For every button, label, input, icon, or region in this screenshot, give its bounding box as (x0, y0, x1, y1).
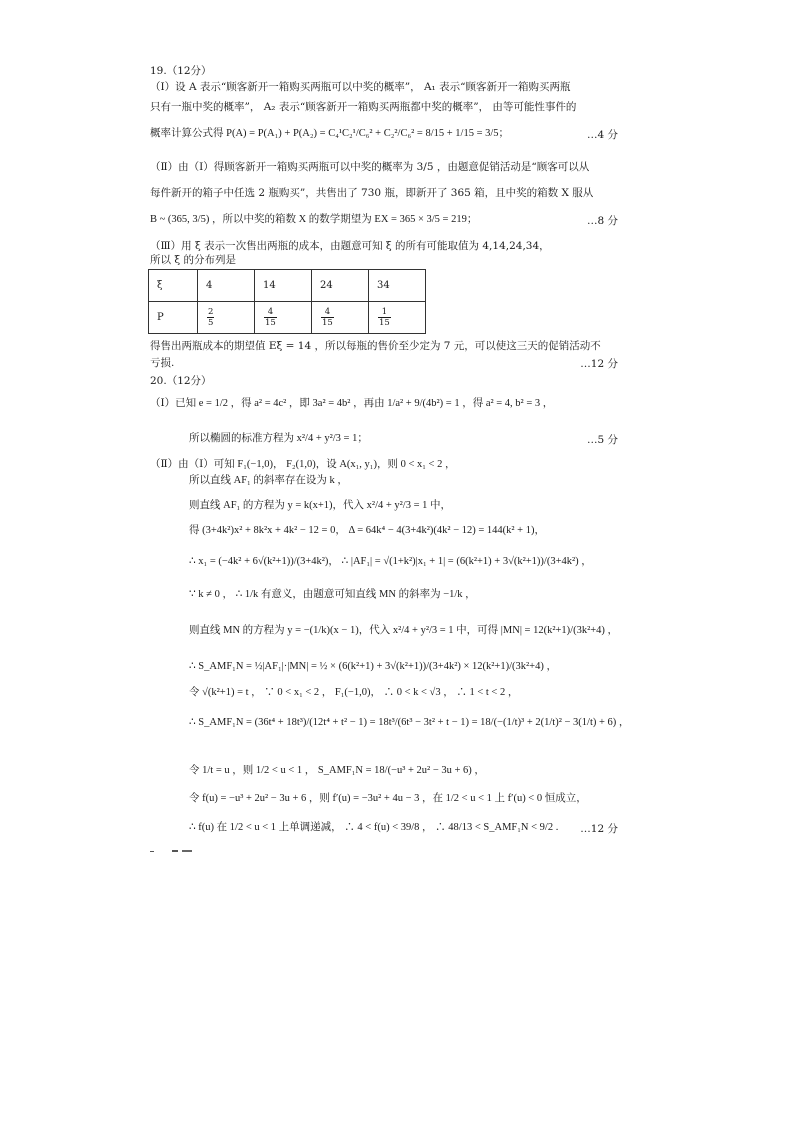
q19-part2-line1: （Ⅱ）由（Ⅰ）得顾客新开一箱购买两瓶可以中奖的概率为 3/5 ，由题意促销活动是“顾客可以从 (150, 161, 590, 173)
q19-part2-line3-formula: B ~ (365, 3/5) ，所以中奖的箱数 X 的数学期望为 EX = 365 × 3/5 = 219； (150, 214, 478, 225)
q19-part3-line1: （Ⅲ）用 ξ 表示一次售出两瓶的成本，由题意可知 ξ 的所有可能取值为 4,14,24,34， (150, 240, 550, 252)
q20-part2-line1: （Ⅱ）由（Ⅰ）可知 F₁(−1,0)， F₂(1,0)，设 A(x₁, y₁)，则 0 < x₁ < 2 ， (150, 459, 456, 470)
q20-part2-line10: ∴ S_AMF₁N = (36t⁴ + 18t³)/(12t⁴ + t² − 1) = 18t³/(6t³ − 3t² + t − 1) = 18/(−(1/t)³ + 2(1/t)² − 3(1/t) + 6) ， (189, 717, 630, 728)
q20-score-mark-1: …5 分 (586, 434, 618, 446)
q19-part2-line2: 每件新开的箱子中任选 2 瓶购买”，共售出了 730 瓶，即新开了 365 箱，且中奖的箱数 X 服从 (150, 187, 594, 199)
q19-part1-line3-formula: 概率计算公式得 P(A) = P(A₁) + P(A₂) = C₄¹C₂¹/C₆² + C₂²/C₆² = 8/15 + 1/15 = 3/5； (150, 128, 510, 139)
table-cell-prob: $\frac{4}{15}$ (255, 302, 312, 334)
q20-part2-line4: 得 (3+4k²)x² + 8k²x + 4k² − 12 = 0， Δ = 64k⁴ − 4(3+4k²)(4k² − 12) = 144(k² + 1)， (189, 525, 545, 536)
table-cell-p-label: P (149, 302, 198, 334)
q19-part3-line2: 所以 ξ 的分布列是 (150, 254, 236, 266)
q20-part2-line3: 则直线 AF₁ 的方程为 y = k(x+1)，代入 x²/4 + y²/3 = 1 中， (189, 500, 452, 511)
q19-part4-line1: 得售出两瓶成本的期望值 Eξ = 14 ，所以每瓶的售价至少定为 7 元，可以使这三天的促销活动不 (150, 340, 601, 352)
q19-heading: 19.（12分） (150, 65, 212, 77)
table-row-values (149, 270, 426, 302)
q20-part2-line7: 则直线 MN 的方程为 y = −(1/k)(x − 1)，代入 x²/4 + y²/3 = 1 中，可得 |MN| = 12(k²+1)/(3k²+4) ， (189, 625, 619, 636)
table-cell-value: 14 (255, 270, 312, 302)
q20-part2-line11: 令 1/t = u ，则 1/2 < u < 1 ， S_AMF₁N = 18/(−u³ + 2u² − 3u + 6) ， (189, 765, 485, 776)
q20-score-mark-2: …12 分 (580, 823, 618, 835)
q20-part1-line1: （Ⅰ）已知 e = 1/2 ，得 a² = 4c² ，即 3a² = 4b² ，再由 1/a² + 9/(4b²) = 1 ，得 a² = 4, b² = 3 ， (150, 398, 554, 409)
q20-part2-line8: ∴ S_AMF₁N = ½|AF₁|·|MN| = ½ × (6(k²+1) + 3√(k²+1))/(3+4k²) × 12(k²+1)/(3k²+4) ， (189, 661, 557, 672)
q19-part4-line2: 亏损. (150, 357, 175, 369)
q20-part2-line9: 令 √(k²+1) = t ， ∵ 0 < x₁ < 2 ， F₁(−1,0)， ∴ 0 < k < √3 ， ∴ 1 < t < 2 ， (189, 687, 519, 698)
q19-score-mark-2: …8 分 (586, 215, 618, 227)
q19-score-mark-3: …12 分 (580, 358, 618, 370)
q20-part2-line5: ∴ x₁ = (−4k² + 6√(k²+1))/(3+4k²)， ∴ |AF₁| = √(1+k²)|x₁ + 1| = (6(k²+1) + 3√(k²+1))/(3+4k²) ， (189, 556, 592, 567)
q20-part2-line6: ∵ k ≠ 0 ， ∴ 1/k 有意义，由题意可知直线 MN 的斜率为 −1/k ， (189, 589, 476, 600)
table-cell-prob: $\frac{2}{5}$ (198, 302, 255, 334)
table-cell-prob: $\frac{4}{15}$ (312, 302, 369, 334)
q19-part1-line2: 只有一瓶中奖的概率”， A₂ 表示“顾客新开一箱购买两瓶都中奖的概率”， 由等可能性事件的 (150, 101, 577, 113)
q20-part1-line2: 所以椭圆的标准方程为 x²/4 + y²/3 = 1； (189, 433, 368, 444)
distribution-table (148, 269, 426, 334)
table-cell-value: 4 (198, 270, 255, 302)
scan-fragment-decoration (150, 848, 210, 854)
q19-part1-line1: （Ⅰ）设 A 表示“顾客新开一箱购买两瓶可以中奖的概率”， A₁ 表示“顾客新开一箱购买两瓶 (150, 81, 571, 93)
q20-part2-line12: 令 f(u) = −u³ + 2u² − 3u + 6 ，则 f′(u) = −3u² + 4u − 3 ，在 1/2 < u < 1 上 f′(u) < 0 恒成立， (189, 793, 587, 804)
q20-part2-line2: 所以直线 AF₁ 的斜率存在设为 k ， (189, 475, 348, 486)
table-cell-prob: $\frac{1}{15}$ (369, 302, 426, 334)
table-cell-value: 34 (369, 270, 426, 302)
table-cell-xi-label: ξ (149, 270, 198, 302)
q19-score-mark-1: …4 分 (586, 129, 618, 141)
table-cell-value: 24 (312, 270, 369, 302)
q20-heading: 20.（12分） (150, 375, 212, 387)
q20-part2-line13: ∴ f(u) 在 1/2 < u < 1 上单调递减， ∴ 4 < f(u) < 39/8 ， ∴ 48/13 < S_AMF₁N < 9/2 . (189, 822, 559, 833)
table-row-probabilities (149, 302, 426, 334)
